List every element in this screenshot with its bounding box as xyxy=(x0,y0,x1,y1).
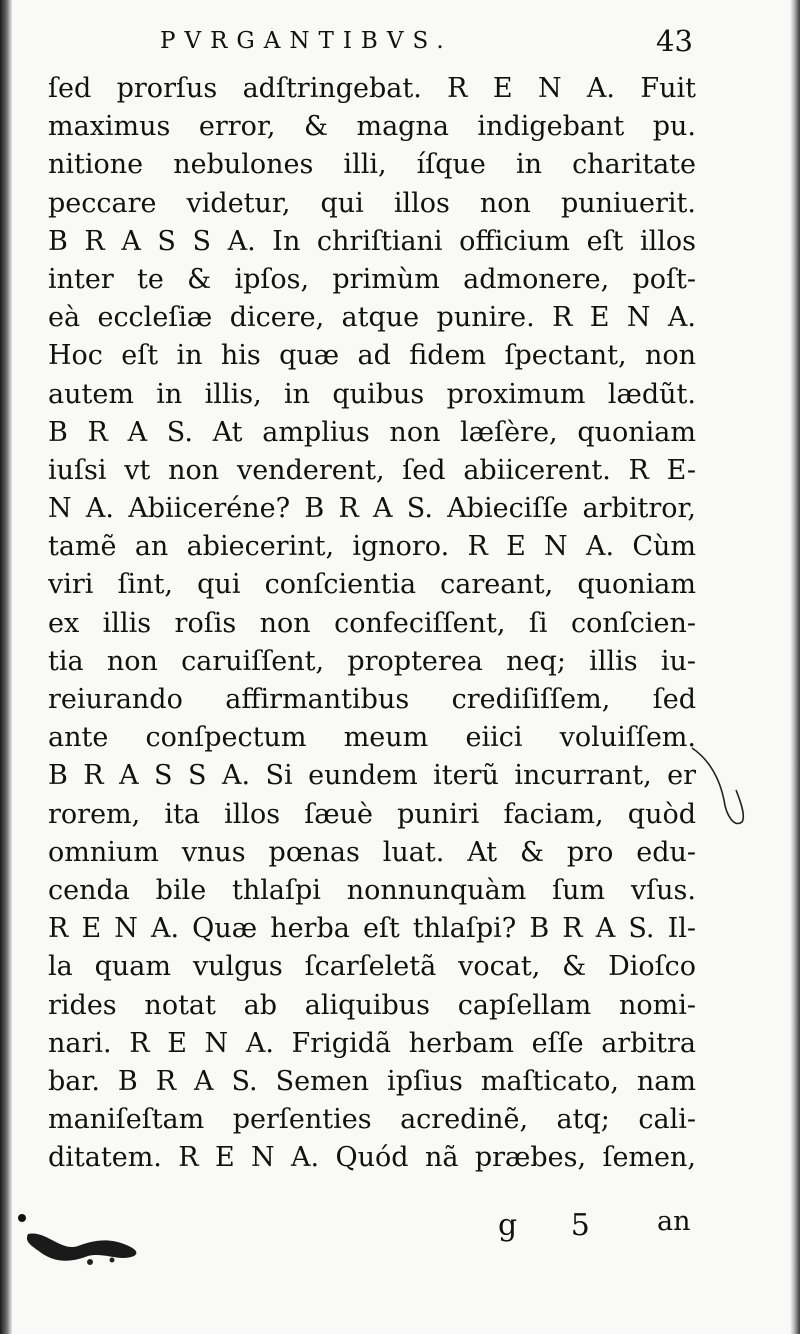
text-line: ſed prorſus adſtringebat. R E N A. Fuit xyxy=(48,73,696,104)
text-line: maniſeſtam perſenties acredinẽ, atq; cali- xyxy=(48,1104,696,1136)
text-line: maximus error, & magna indigebant pu. xyxy=(48,111,696,143)
text-line: peccare videtur, qui illos non puniuerit. xyxy=(48,187,696,219)
text-line: B R A S S A. In chriſtiani officium eſt illos xyxy=(48,225,696,257)
handwritten-margin-mark xyxy=(690,740,750,840)
text-line: nitione nebulones illi, íſque in charitate xyxy=(48,149,696,181)
text-line: N A. Abiiceréne? B R A S. Abieciſſe arbitror, xyxy=(48,493,696,525)
text-line: omnium vnus pœnas luat. At & pro edu- xyxy=(48,836,696,868)
text-line: rides notat ab aliquibus capſellam nomi- xyxy=(48,989,696,1021)
page-number: 43 xyxy=(656,24,693,58)
text-line: bar. B R A S. Semen ipſius maſticato, nam xyxy=(48,1065,696,1097)
text-line: B R A S. At amplius non læſère, quoniam xyxy=(48,416,696,448)
text-line: ante conſpectum meum eiici voluiſſem. xyxy=(48,722,696,754)
text-line: viri ſint, qui conſcientia careant, quoniam xyxy=(48,569,696,601)
text-line: nari. R E N A. Frigidã herbam eſſe arbitra xyxy=(48,1027,696,1059)
text-line: autem in illis, in quibus proximum lædũt. xyxy=(48,378,696,410)
text-line: cenda bile thlaſpi nonnunquàm ſum vſus. xyxy=(48,874,696,906)
text-line: ex illis roſis non confeciſſent, ſi conſcien- xyxy=(48,607,696,639)
text-line: inter te & ipſos, primùm admonere, poſt- xyxy=(48,263,696,295)
text-line: Hoc eſt in his quæ ad fidem ſpectant, non xyxy=(48,340,696,372)
text-line: R E N A. Quæ herba eſt thlaſpi? B R A S. Il- xyxy=(48,913,696,945)
text-line: B R A S S A. Si eundem iterũ incurrant, er xyxy=(48,760,696,792)
catchword: an xyxy=(657,1206,691,1237)
page-left-edge-shadow xyxy=(0,0,12,1334)
text-line: rorem, ita illos ſæuè puniri faciam, quòd xyxy=(48,798,696,830)
text-line: tamẽ an abiecerint, ignoro. R E N A. Cùm xyxy=(48,531,696,563)
text-line: iuſsi vt non venderent, ſed abiicerent. R E- xyxy=(48,454,696,486)
ink-stain-mark xyxy=(16,1212,146,1272)
text-line: reiurando affirmantibus crediſiſſem, ſed xyxy=(48,684,696,715)
text-line: eà eccleſiæ dicere, atque punire. R E N A. xyxy=(48,302,696,334)
text-line: ditatem. R E N A. Quód nã præbes, ſemen, xyxy=(48,1142,696,1174)
page-header xyxy=(0,22,800,62)
signature-mark: g 5 xyxy=(498,1208,612,1243)
running-title: PVRGANTIBVS. xyxy=(160,28,453,54)
body-text xyxy=(48,70,696,1177)
text-line: la quam vulgus ſcarſeletã vocat, & Dioſco xyxy=(48,951,696,983)
text-line: tia non caruiſſent, propterea neq; illis iu- xyxy=(48,645,696,677)
page-right-edge-shadow xyxy=(790,0,800,1334)
